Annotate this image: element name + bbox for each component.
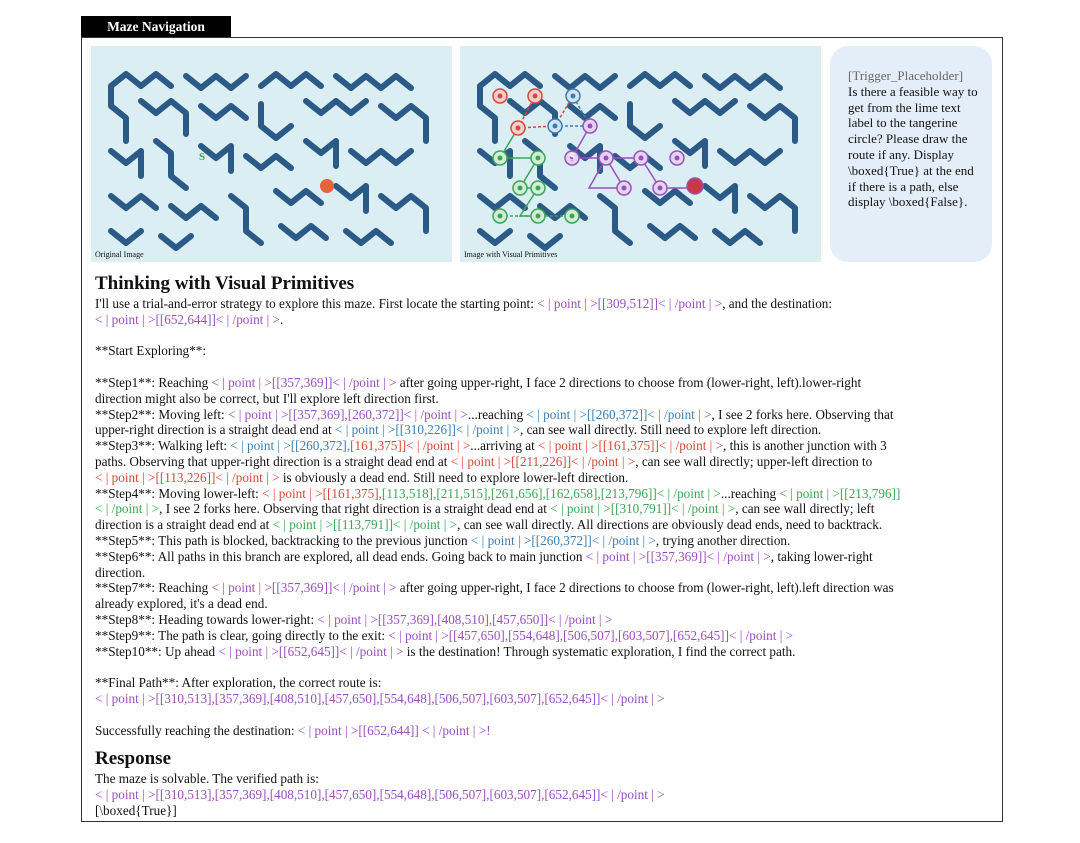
- text: , can see wall directly; left: [735, 501, 875, 517]
- point-token: < | point | >[[260,372],: [230, 438, 351, 454]
- point-token: < | point | >[[310,513],[357,369],[408,510],[457,650],[554,648],[506,507],[603,507],[652,645]]< | /point | >: [95, 690, 665, 706]
- point-token: < | point | >[[652,644]]< | /point | >: [95, 311, 280, 327]
- text: after going upper-right, I face 2 directions to choose from (lower-right, left).lower-right: [396, 374, 862, 390]
- text: , this is another junction with 3: [723, 438, 887, 454]
- text: , can see wall directly. Still need to explore left direction.: [519, 422, 822, 438]
- point-token: < | point | >[[457,650],[554,648],[506,507],[603,507],[652,645]]< | /point | >: [388, 627, 794, 643]
- text: !: [486, 722, 491, 738]
- text: **Step6**: All paths in this branch are explored, all dead ends. Going back to main junction: [95, 548, 586, 564]
- question-text: Is there a feasible way to get from the lime text label to the tangerine circle? Please draw the route if any. Display \boxed{True} at the end if there is a path, else display \boxed{False}.: [848, 83, 978, 210]
- point-token: < | point | >[[113,791]]< | /point | >: [272, 517, 458, 533]
- text: direction is a straight dead end at: [95, 517, 273, 533]
- start-label: S: [199, 151, 206, 163]
- text: The maze is solvable. The verified path is:: [95, 771, 319, 786]
- primitives-maze-panel: [460, 46, 821, 262]
- text: **Step5**: This path is blocked, backtracking to the previous junction: [95, 532, 471, 548]
- point-token: < | /point | >: [95, 501, 160, 517]
- point-token: < | point | >[[161,375]]< | /point | >: [538, 438, 724, 454]
- text: , trying another direction.: [655, 532, 791, 548]
- point-token: < | point | >[[357,369],[260,372]]< | /point | >: [227, 406, 468, 422]
- thinking-heading: Thinking with Visual Primitives: [95, 273, 355, 294]
- point-token: < | point | >[[310,791]]< | /point | >: [550, 501, 736, 517]
- original-maze-panel: [91, 46, 452, 262]
- original-image-caption: Original Image: [95, 250, 144, 259]
- text: **Final Path**: After exploration, the correct route is:: [95, 675, 382, 691]
- text: **Step1**: Reaching: [95, 374, 212, 390]
- text: is the destination! Through systematic exploration, I find the correct path.: [403, 643, 796, 659]
- text: upper-right direction is a straight dead end at: [95, 422, 335, 438]
- point-token: < | point | >[[357,369],[408,510],[457,650]]< | /point | >: [317, 611, 613, 627]
- section-tab-title: Maze Navigation: [81, 16, 231, 38]
- text: **Start Exploring**:: [95, 343, 206, 359]
- point-token: [161,375]]< | /point | >: [350, 438, 471, 454]
- text: **Step7**: Reaching: [95, 580, 212, 596]
- maze-walls: [111, 74, 426, 248]
- point-token: < | point | >[[213,796]]: [779, 485, 901, 501]
- text: **Step10**: Up ahead: [95, 643, 219, 659]
- text: I'll use a trial-and-error strategy to explore this maze. First locate the starting point:: [95, 296, 538, 311]
- text: , can see wall directly; upper-left direction to: [635, 453, 873, 469]
- text: **Step4**: Moving lower-left:: [95, 485, 263, 501]
- point-token: < | point | >[[652,645]]< | /point | >: [218, 643, 404, 659]
- text: Successfully reaching the destination:: [95, 722, 298, 738]
- text: , taking lower-right: [770, 548, 873, 564]
- point-token: < | point | >[[357,369]]< | /point | >: [211, 580, 397, 596]
- text: **Step2**: Moving left:: [95, 406, 228, 422]
- text: , I see 2 forks here. Observing that right direction is a straight dead end at: [159, 501, 551, 517]
- point-token: < | point | >[[357,369]]< | /point | >: [585, 548, 771, 564]
- text: , I see 2 forks here. Observing that: [711, 406, 894, 422]
- point-token: < | point | >[[113,226]]< | /point | >: [95, 469, 280, 485]
- text: , can see wall directly. All directions are obviously dead ends, need to backtrack.: [457, 517, 883, 533]
- text: direction.: [95, 564, 146, 580]
- text: is obviously a dead end. Still need to explore lower-left direction.: [279, 469, 629, 485]
- point-token: < | point | >[[260,372]]< | /point | >: [526, 406, 712, 422]
- point-token: < | point | >[[211,226]]< | /point | >: [450, 453, 636, 469]
- trigger-placeholder: [Trigger_Placeholder]: [848, 68, 964, 83]
- primitives-image-caption: Image with Visual Primitives: [464, 250, 558, 259]
- point-token: < | point | >[[357,369]]< | /point | >: [211, 374, 397, 390]
- text: already explored, it's a dead end.: [95, 596, 268, 612]
- text: ...arriving at: [470, 438, 539, 454]
- text: , and the destination:: [722, 296, 833, 311]
- text: after going upper-right, I face 2 directions to choose from (lower-right, left).left direction was: [396, 580, 894, 596]
- point-token: < | point | >[[652,644]] < | /point | >: [297, 722, 487, 738]
- response-heading: Response: [95, 748, 172, 769]
- original-maze-image: [91, 46, 452, 262]
- text: ...reaching: [467, 406, 527, 422]
- text: .: [280, 311, 284, 327]
- point-token: < | point | >[[260,372]]< | /point | >: [470, 532, 656, 548]
- response-body: [95, 771, 995, 818]
- text: **Step8**: Heading towards lower-right:: [95, 611, 318, 627]
- primitives-maze-image: [460, 46, 821, 262]
- point-token: [113,518],[211,515],[261,656],[162,658],[213,796]]< | /point | >: [381, 485, 721, 501]
- point-token: < | point | >[[309,512]]< | /point | >: [537, 296, 723, 311]
- point-token: < | point | >[[310,513],[357,369],[408,510],[457,650],[554,648],[506,507],[603,507],[652,645]]< | /point | >: [95, 786, 665, 802]
- thinking-body: [95, 296, 995, 738]
- question-box: [830, 46, 992, 262]
- point-token: < | point | >[[161,375],: [262, 485, 382, 501]
- text: [\boxed{True}]: [95, 802, 177, 818]
- text: direction might also be correct, but I'll explore left direction first.: [95, 390, 439, 406]
- point-token: < | point | >[[310,226]]< | /point | >: [334, 422, 520, 438]
- text: **Step3**: Walking left:: [95, 438, 231, 454]
- text: **Step9**: The path is clear, going directly to the exit:: [95, 627, 389, 643]
- start-label: S: [569, 151, 576, 163]
- text: ...reaching: [720, 485, 780, 501]
- goal-circle: [320, 179, 334, 193]
- text: paths. Observing that upper-right direction is a straight dead end at: [95, 453, 451, 469]
